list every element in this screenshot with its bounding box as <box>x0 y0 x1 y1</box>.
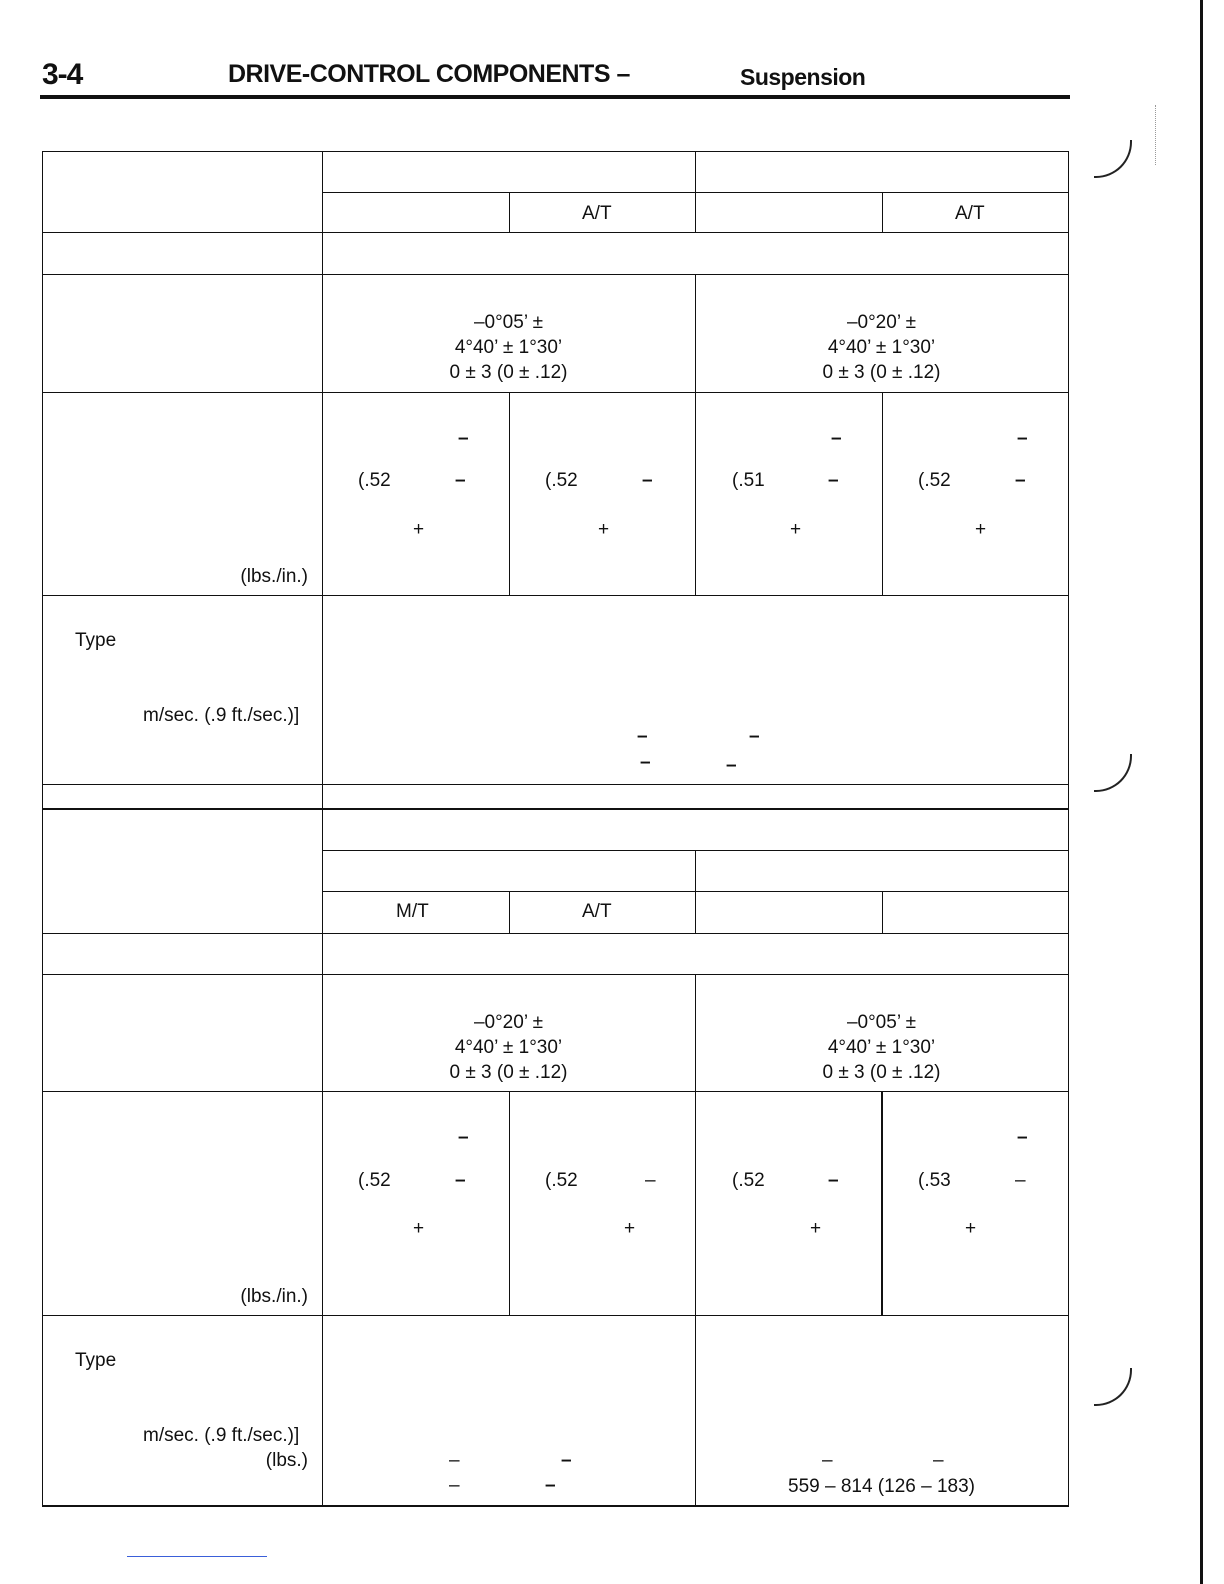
header-rule <box>40 95 1070 99</box>
table-rule <box>42 595 1069 596</box>
table-rule <box>1068 808 1069 1507</box>
spring-dash: – <box>455 470 466 491</box>
spring-inch-value: (.52 <box>545 1170 578 1191</box>
table-rule <box>882 392 883 596</box>
table-rule <box>42 232 1069 233</box>
table-rule <box>42 933 1069 934</box>
trans-header: A/T <box>582 901 612 922</box>
page-title: DRIVE-CONTROL COMPONENTS – <box>228 60 630 88</box>
spring-dash: – <box>831 428 842 449</box>
table-rule <box>42 974 1069 975</box>
caster-value: 4°40’ ± 1°30’ <box>827 337 936 358</box>
table-rule <box>695 151 696 233</box>
binder-ring-icon <box>1094 1368 1132 1406</box>
spring-plus: + <box>413 519 425 540</box>
shock-dash: – <box>933 1450 944 1471</box>
spring-plus: + <box>965 1218 977 1239</box>
spring-plus: + <box>598 519 610 540</box>
spring-inch-value: (.52 <box>545 470 578 491</box>
spring-inch-value: (.52 <box>358 470 391 491</box>
shock-dash: – <box>637 726 648 747</box>
spring-unit-label: (lbs./in.) <box>240 566 308 587</box>
toe-value: 0 ± 3 (0 ± .12) <box>449 1062 568 1083</box>
caster-value: 4°40’ ± 1°30’ <box>454 1037 563 1058</box>
spring-plus: + <box>810 1218 822 1239</box>
spring-dash: – <box>1015 470 1026 491</box>
camber-value: –0°05’ ± <box>473 312 544 333</box>
shock-dash: – <box>449 1450 460 1471</box>
table-rule <box>42 784 1069 785</box>
footer-link-underline[interactable] <box>127 1556 267 1557</box>
shock-dash: – <box>726 755 737 776</box>
page-edge-rule <box>1200 0 1203 1584</box>
shock-force-value: 559 – 814 (126 – 183) <box>788 1476 975 1497</box>
shock-dash: – <box>545 1475 556 1496</box>
spring-plus: + <box>790 519 802 540</box>
table-rule <box>42 151 1069 152</box>
table-rule <box>881 1091 883 1316</box>
shock-dash: – <box>449 1475 460 1496</box>
shock-dash: – <box>749 726 760 747</box>
shock-type-label: Type <box>75 1350 117 1371</box>
table-rule <box>509 891 510 934</box>
shock-type-label: Type <box>75 630 117 651</box>
camber-value: –0°20’ ± <box>846 312 917 333</box>
caster-value: 4°40’ ± 1°30’ <box>454 337 563 358</box>
spring-dash: – <box>828 1170 839 1191</box>
shock-force-unit: (lbs.) <box>265 1450 308 1471</box>
binder-ring-icon <box>1094 140 1132 178</box>
trans-header: A/T <box>582 203 612 224</box>
spring-unit-label: (lbs./in.) <box>240 1286 308 1307</box>
toe-value: 0 ± 3 (0 ± .12) <box>822 1062 941 1083</box>
table-rule <box>42 392 1069 393</box>
table-rule <box>695 850 696 934</box>
table-rule <box>509 392 510 596</box>
spring-dash: – <box>1017 428 1028 449</box>
table-rule <box>42 808 43 1507</box>
spring-inch-value: (.52 <box>358 1170 391 1191</box>
spring-inch-value: (.52 <box>732 1170 765 1191</box>
spring-dash: – <box>1015 1170 1026 1191</box>
spring-dash: – <box>828 470 839 491</box>
table-rule <box>322 151 323 810</box>
spring-dash: – <box>642 470 653 491</box>
toe-value: 0 ± 3 (0 ± .12) <box>822 362 941 383</box>
table-rule <box>509 1091 510 1316</box>
spring-dash: – <box>1017 1127 1028 1148</box>
spring-dash: – <box>645 1170 656 1191</box>
trans-header: M/T <box>396 901 429 922</box>
binder-ring-icon <box>1094 754 1132 792</box>
spring-plus: + <box>975 519 987 540</box>
spring-inch-value: (.51 <box>732 470 765 491</box>
table-rule <box>1068 151 1069 810</box>
table-rule <box>882 891 883 934</box>
trans-header: A/T <box>955 203 985 224</box>
toe-value: 0 ± 3 (0 ± .12) <box>449 362 568 383</box>
shock-speed-label: m/sec. (.9 ft./sec.)] <box>143 705 300 726</box>
shock-speed-label: m/sec. (.9 ft./sec.)] <box>143 1425 300 1446</box>
spring-plus: + <box>624 1218 636 1239</box>
shock-dash: – <box>822 1450 833 1471</box>
margin-dotted-line <box>1155 105 1156 165</box>
spring-dash: – <box>455 1170 466 1191</box>
table-rule <box>509 192 510 233</box>
spring-inch-value: (.53 <box>918 1170 951 1191</box>
table-rule <box>42 1091 1069 1092</box>
spring-dash: – <box>458 428 469 449</box>
spring-inch-value: (.52 <box>918 470 951 491</box>
caster-value: 4°40’ ± 1°30’ <box>827 1037 936 1058</box>
shock-dash: – <box>640 752 651 773</box>
spring-plus: + <box>413 1218 425 1239</box>
section-title: Suspension <box>740 64 866 90</box>
table-rule <box>882 192 883 233</box>
shock-dash: – <box>561 1450 572 1471</box>
table-rule <box>42 1315 1069 1316</box>
page-number: 3-4 <box>42 58 83 91</box>
camber-value: –0°05’ ± <box>846 1012 917 1033</box>
table-rule <box>42 151 43 810</box>
spring-dash: – <box>458 1127 469 1148</box>
camber-value: –0°20’ ± <box>473 1012 544 1033</box>
table-rule <box>42 1505 1069 1507</box>
table-rule <box>42 274 1069 275</box>
table-rule <box>42 808 1069 810</box>
table-rule <box>322 808 323 1507</box>
